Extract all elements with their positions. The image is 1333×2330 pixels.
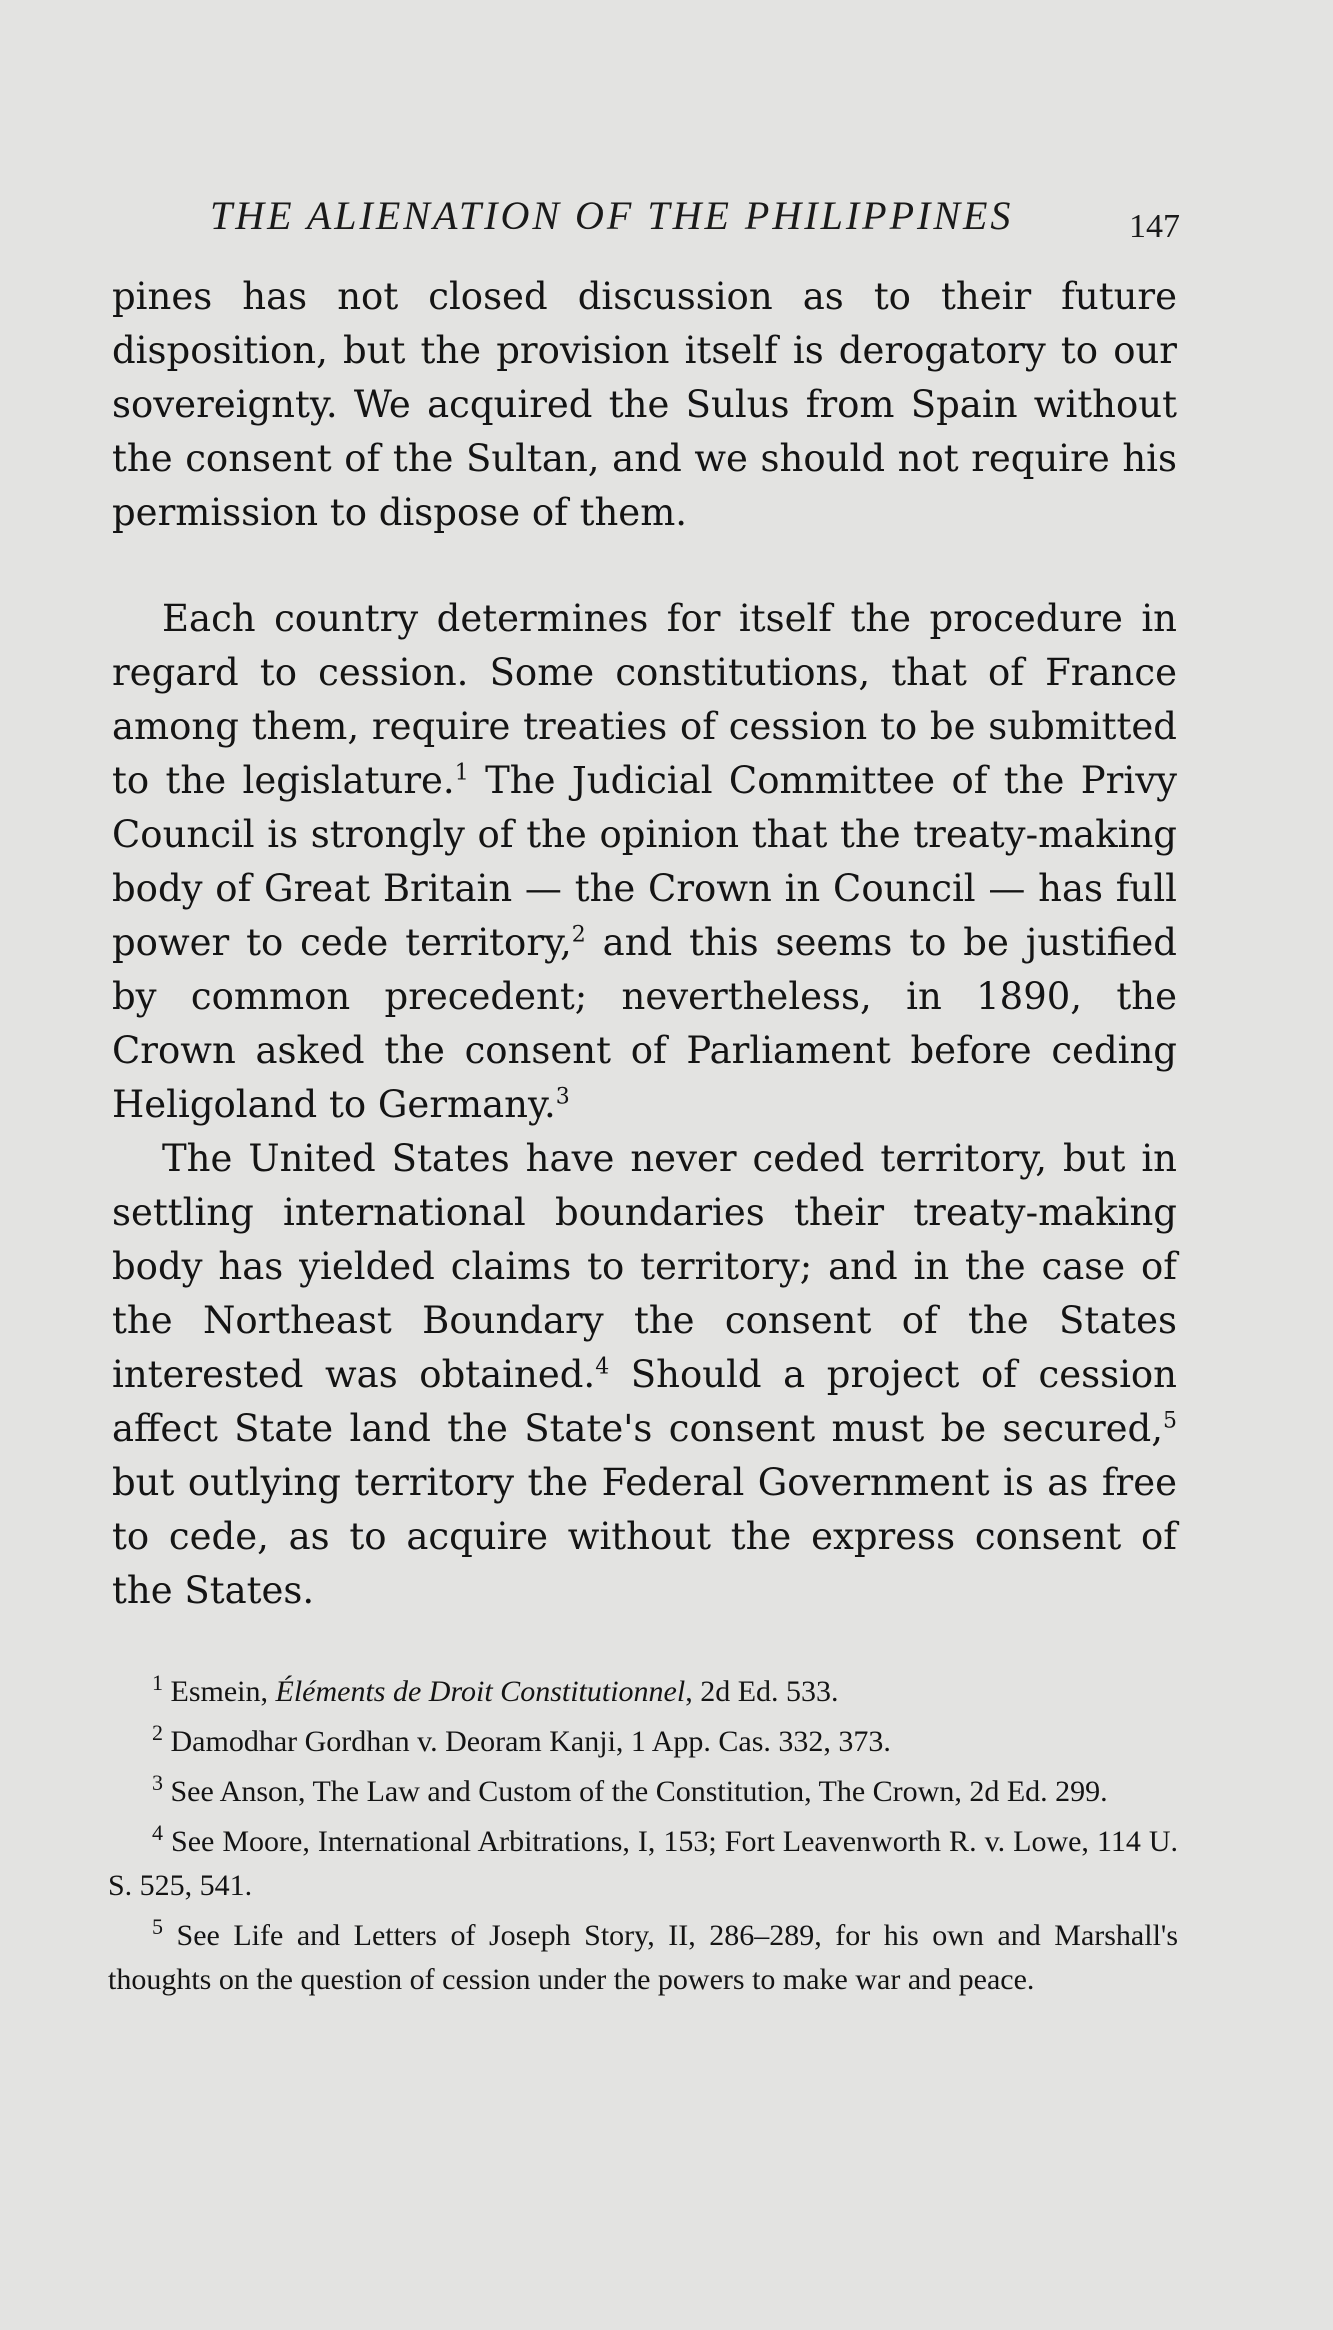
footnote-mark: 5: [152, 1914, 163, 1939]
paragraph-2-text-c: and this seems to be justified by common precedent; nevertheless, in 1890, the Crown asked the consent of Parliament before ceding Heligoland to Germany.: [112, 921, 1177, 1126]
paragraph-2: [112, 592, 1177, 1132]
running-title: THE ALIENATION OF THE PHILIPPINES: [210, 193, 1014, 238]
footnote-text: , 2d Ed. 533.: [685, 1675, 839, 1708]
footnote-ref-5[interactable]: 5: [1163, 1408, 1177, 1434]
paragraph-3-text-b: Should a project of cession affect State land the State's consent must be secured,: [112, 1353, 1178, 1450]
paragraph-1-text: pines has not closed discussion as to their future disposition, but the provision itself is derogatory to our sovereignty. We acquired the Sulus from Spain without the consent of the Sultan, and we should not require his permission to dispose of them.: [112, 275, 1177, 534]
footnote-mark: 3: [152, 1770, 163, 1795]
footnote-text: Damodhar Gordhan v. Deoram Kanji, 1 App. Cas. 332, 373.: [170, 1725, 891, 1758]
paragraph-1: [112, 270, 1177, 540]
paragraph-3-text-c: but outlying territory the Federal Government is as free to cede, as to acquire without the express consent of the States.: [112, 1461, 1177, 1612]
paragraph-2-text-b: The Judicial Committee of the Privy Council is strongly of the opinion that the treaty-making body of Great Britain — the Crown in Council — has full power to cede territory,: [112, 759, 1178, 964]
footnotes: [108, 1670, 1178, 2008]
footnote-mark: 1: [152, 1670, 163, 1695]
footnote-2: [108, 1720, 1178, 1764]
footnote-ref-2[interactable]: 2: [571, 922, 586, 948]
footnote-mark: 4: [152, 1820, 163, 1845]
footnote-text: See Life and Letters of Joseph Story, II, 286–289, for his own and Marshall's thoughts on the question of cession under the powers to make war and peace.: [108, 1919, 1178, 1996]
paragraph-3: [112, 1132, 1177, 1618]
footnote-ref-4[interactable]: 4: [595, 1354, 610, 1380]
page-header: [190, 192, 1180, 252]
footnote-1: [108, 1670, 1178, 1714]
footnote-3: [108, 1770, 1178, 1814]
footnote-4: [108, 1820, 1178, 1908]
page-number: 147: [1129, 208, 1180, 245]
paragraph-2-text-a: Each country determines for itself the procedure in regard to cession. Some constitutions, that of France among them, require treaties of cession to be submitted to the legislature.: [112, 597, 1177, 802]
footnote-ref-1[interactable]: 1: [454, 760, 469, 786]
footnote-text: Esmein,: [170, 1675, 276, 1708]
footnote-5: [108, 1914, 1178, 2002]
footnote-ref-3[interactable]: 3: [555, 1084, 570, 1110]
footnote-text: See Moore, International Arbitrations, I, 153; Fort Leavenworth R. v. Lowe, 114 U. S. 525, 541.: [108, 1825, 1179, 1902]
main-text: [112, 270, 1177, 1618]
footnote-mark: 2: [152, 1720, 163, 1745]
footnote-text: See Anson, The Law and Custom of the Constitution, The Crown, 2d Ed. 299.: [170, 1775, 1108, 1808]
footnote-book-title: Éléments de Droit Constitutionnel: [275, 1675, 686, 1708]
paragraph-3-text-a: The United States have never ceded territory, but in settling international boundaries their treaty-making body has yielded claims to territory; and in the case of the Northeast Boundary the consent of the States interested was obtained.: [112, 1137, 1177, 1396]
